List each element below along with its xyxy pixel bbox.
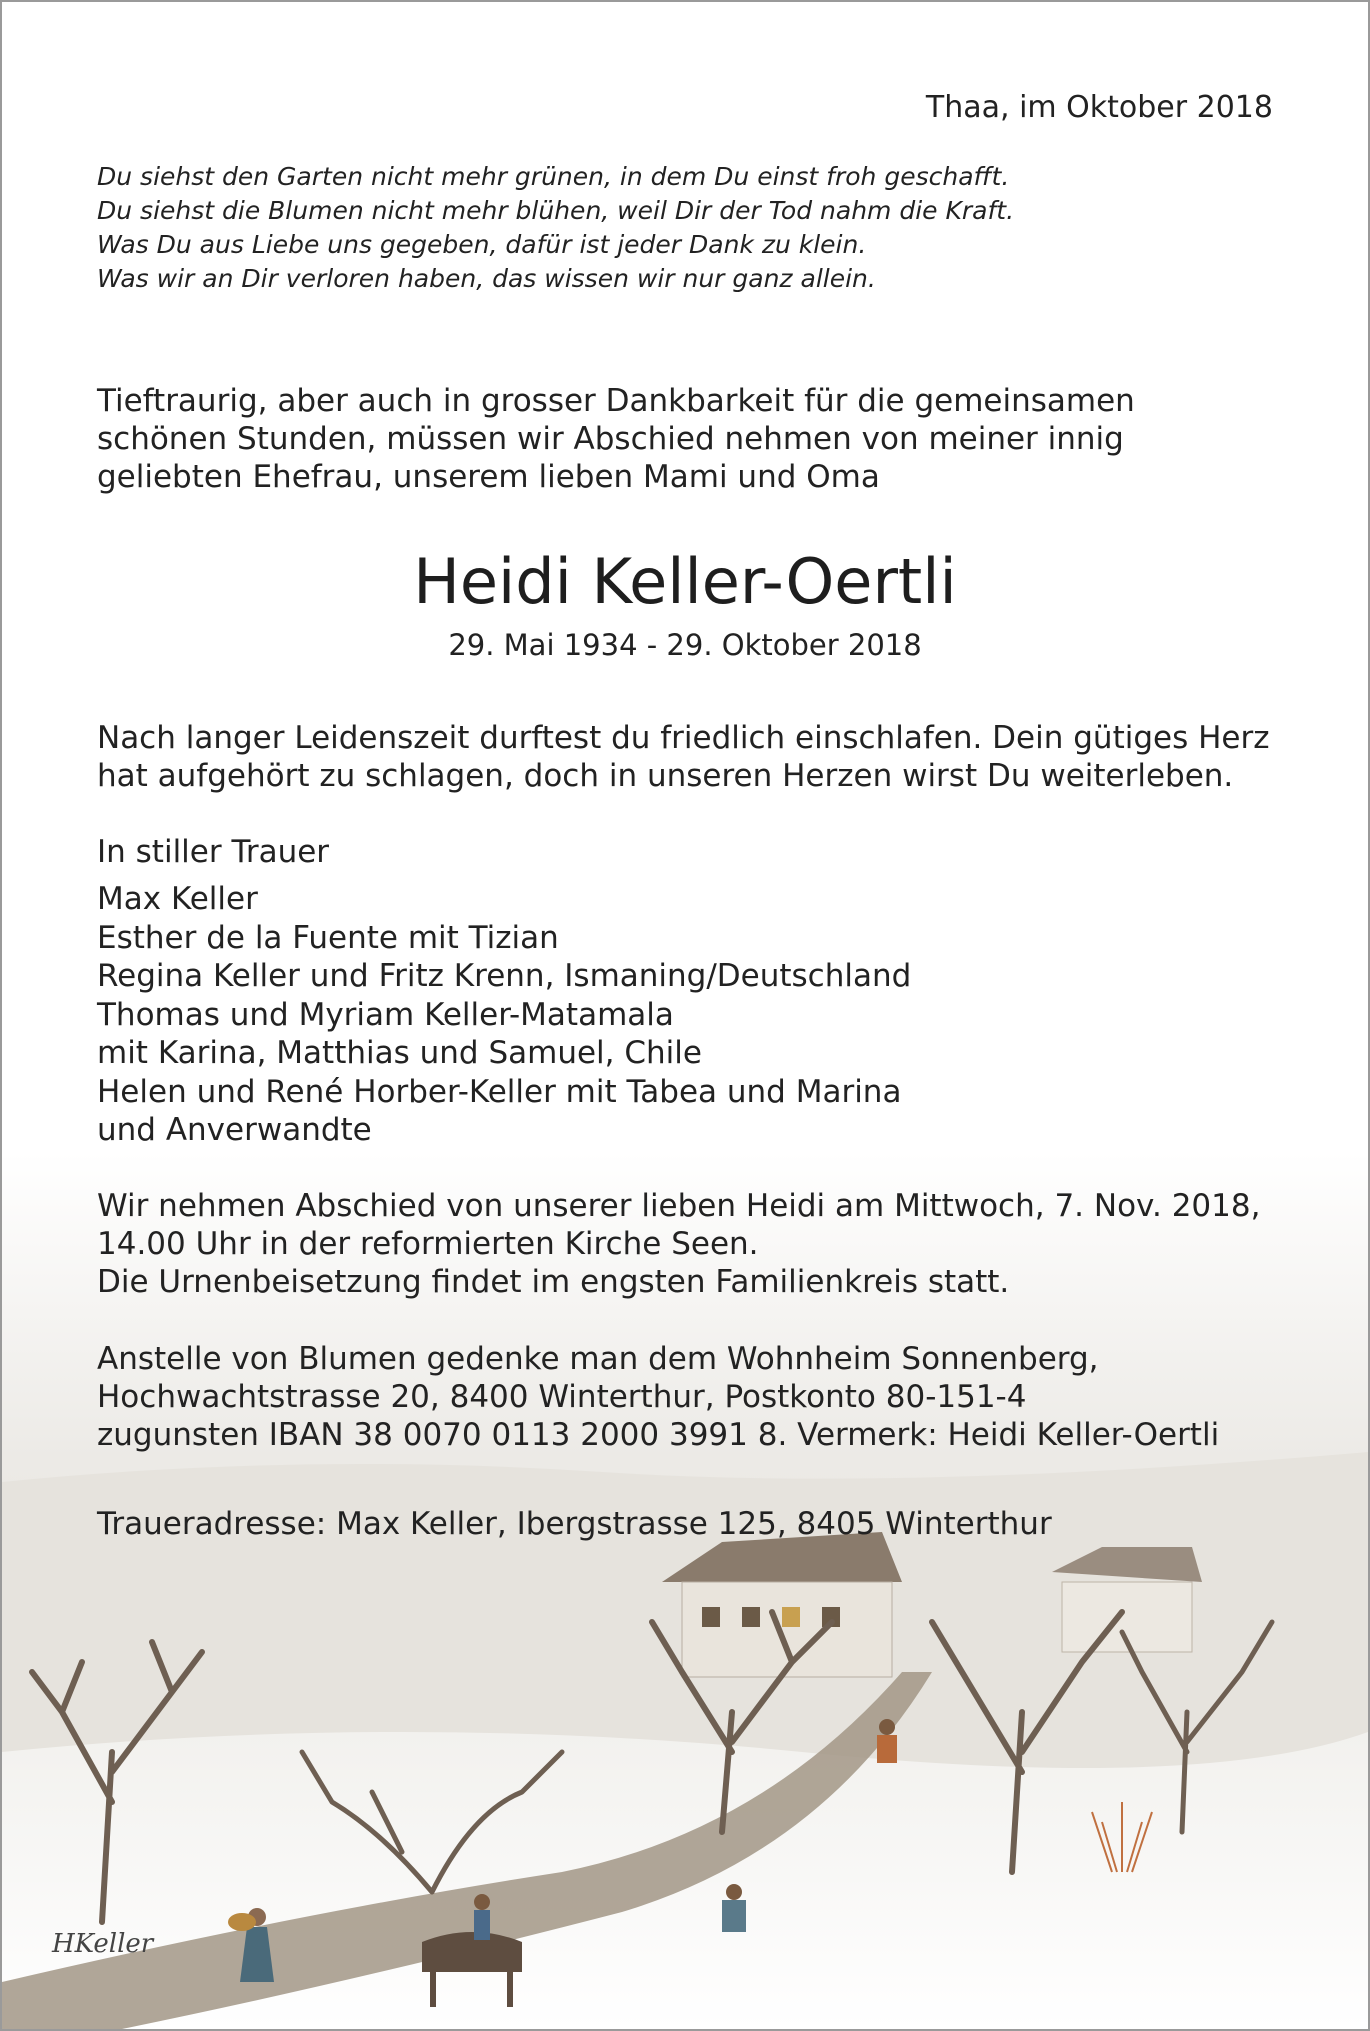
mourners-list <box>97 880 911 1150</box>
donation-line: Anstelle von Blumen gedenke man dem Wohnheim Sonnenberg, <box>97 1341 1099 1377</box>
mourner-name: Esther de la Fuente mit Tizian <box>97 919 559 956</box>
painter-signature: HKeller <box>52 1929 154 1959</box>
life-dates: 29. Mai 1934 - 29. Oktober 2018 <box>448 628 922 662</box>
poem-line: Was Du aus Liebe uns gegeben, dafür ist jeder Dank zu klein. <box>97 230 867 259</box>
intro-line: geliebten Ehefrau, unserem lieben Mami und Oma <box>97 459 880 495</box>
service-line: 14.00 Uhr in der reformierten Kirche Seen. <box>97 1226 759 1262</box>
mourning-heading: In stiller Trauer <box>97 834 330 870</box>
poem-line: Was wir an Dir verloren haben, das wissen wir nur ganz allein. <box>97 264 876 293</box>
donation-line: zugunsten IBAN 38 0070 0113 2000 3991 8. Vermerk: Heidi Keller-Oertli <box>97 1417 1220 1453</box>
message-line: Nach langer Leidenszeit durftest du friedlich einschlafen. Dein gütiges Herz <box>97 720 1270 756</box>
mourner-name: Regina Keller und Fritz Krenn, Ismaning/Deutschland <box>97 958 912 994</box>
service-line: Die Urnenbeisetzung findet im engsten Familienkreis statt. <box>97 1264 1010 1300</box>
mourner-name: Helen und René Horber-Keller mit Tabea und Marina <box>97 1073 902 1110</box>
donation-line: Hochwachtstrasse 20, 8400 Winterthur, Postkonto 80-151-4 <box>97 1379 1027 1415</box>
mourning-address: Traueradresse: Max Keller, Ibergstrasse 125, 8405 Winterthur <box>97 1506 1052 1542</box>
mourner-name: Max Keller <box>97 881 258 917</box>
poem-line: Du siehst den Garten nicht mehr grünen, in dem Du einst froh geschafft. <box>97 162 1010 191</box>
house-2 <box>1052 1547 1202 1652</box>
poem <box>97 160 1014 296</box>
service-line: Wir nehmen Abschied von unserer lieben Heidi am Mittwoch, 7. Nov. 2018, <box>97 1188 1261 1224</box>
intro-line: Tieftraurig, aber auch in grosser Dankbarkeit für die gemeinsamen <box>97 383 1135 419</box>
mourner-name: mit Karina, Matthias und Samuel, Chile <box>97 1035 702 1071</box>
intro-text <box>97 382 1135 496</box>
message-line: hat aufgehört zu schlagen, doch in unseren Herzen wirst Du weiterleben. <box>97 758 1234 794</box>
poem-line: Du siehst die Blumen nicht mehr blühen, weil Dir der Tod nahm die Kraft. <box>97 196 1015 225</box>
place-date: Thaa, im Oktober 2018 <box>925 90 1273 125</box>
donation-info <box>97 1340 1219 1454</box>
service-info <box>97 1187 1260 1301</box>
farewell-message <box>97 719 1270 795</box>
mourner-name: und Anverwandte <box>97 1112 372 1148</box>
mourner-name: Thomas und Myriam Keller-Matamala <box>97 996 674 1033</box>
deceased-name: Heidi Keller-Oertli <box>413 545 957 618</box>
intro-line: schönen Stunden, müssen wir Abschied nehmen von meiner innig <box>97 421 1124 457</box>
